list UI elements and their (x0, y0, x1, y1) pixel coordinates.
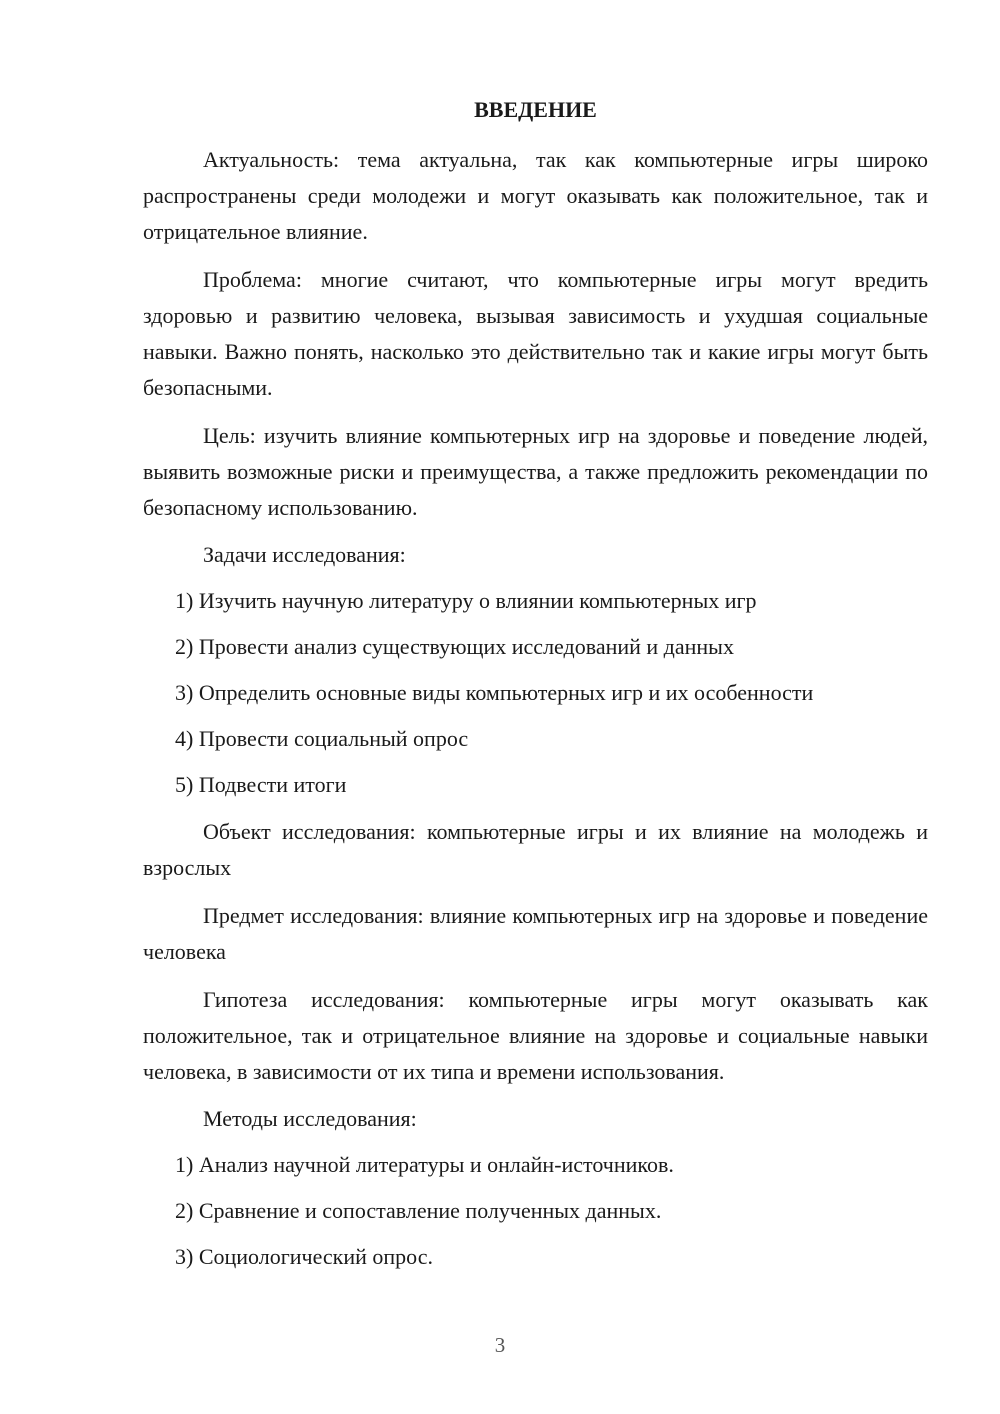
subject-paragraph: Предмет исследования: влияние компьютерных игр на здоровье и поведение человека (143, 903, 928, 964)
method-item-2: 2) Сравнение и сопоставление полученных данных. (175, 1198, 662, 1223)
goal-paragraph: Цель: изучить влияние компьютерных игр на здоровье и поведение людей, выявить возможные риски и преимущества, а также предложить рекомендации по безопасному использованию. (143, 423, 928, 520)
method-item-1: 1) Анализ научной литературы и онлайн-источников. (175, 1152, 674, 1177)
relevance-paragraph: Актуальность: тема актуальна, так как компьютерные игры широко распространены среди молодежи и могут оказывать как положительное, так и отрицательное влияние. (143, 147, 928, 244)
tasks-heading: Задачи исследования: (203, 542, 406, 567)
task-item-3: 3) Определить основные виды компьютерных игр и их особенности (175, 680, 814, 705)
task-item-5: 5) Подвести итоги (175, 772, 347, 797)
document-body (143, 90, 928, 1286)
methods-heading: Методы исследования: (203, 1106, 417, 1131)
object-paragraph: Объект исследования: компьютерные игры и их влияние на молодежь и взрослых (143, 819, 928, 880)
task-item-2: 2) Провести анализ существующих исследований и данных (175, 634, 734, 659)
problem-paragraph: Проблема: многие считают, что компьютерные игры могут вредить здоровью и развитию человека, вызывая зависимость и ухудшая социальные навыки. Важно понять, насколько это действительно так и какие игры могут быть безопасными. (143, 267, 928, 400)
hypothesis-paragraph: Гипотеза исследования: компьютерные игры могут оказывать как положительное, так и отрицательное влияние на здоровье и социальные навыки человека, в зависимости от их типа и времени использования. (143, 987, 928, 1084)
task-item-1: 1) Изучить научную литературу о влиянии компьютерных игр (175, 588, 757, 613)
method-item-3: 3) Социологический опрос. (175, 1244, 433, 1269)
page-number: 3 (494, 1333, 506, 1357)
page-title: ВВЕДЕНИЕ (474, 97, 597, 122)
task-item-4: 4) Провести социальный опрос (175, 726, 469, 751)
